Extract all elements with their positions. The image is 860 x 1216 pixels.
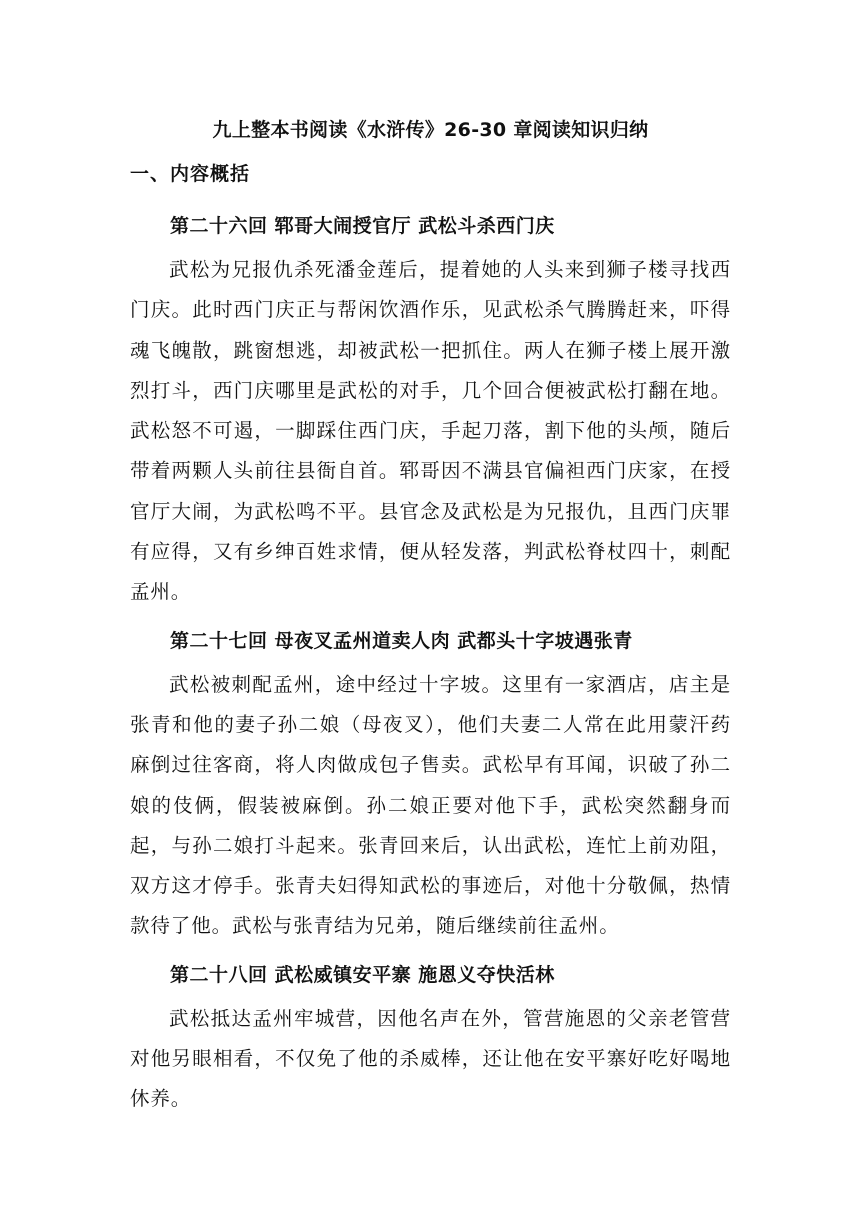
chapter-summary-28: 武松抵达孟州牢城营，因他名声在外，管营施恩的父亲老管营对他另眼相看，不仅免了他的杀威棒，还让他在安平寨好吃好喝地休养。 bbox=[130, 1006, 731, 1111]
chapter-summary-27: 武松被刺配孟州，途中经过十字坡。这里有一家酒店，店主是张青和他的妻子孙二娘（母夜叉），他们夫妻二人常在此用蒙汗药麻倒过往客商，将人肉做成包子售卖。武松早有耳闻，识破了孙二娘的伎俩，假装被麻倒。孙二娘正要对他下手，武松突然翻身而起，与孙二娘打斗起来。张青回来后，认出武松，连忙上前劝阻，双方这才停手。张青夫妇得知武松的事迹后，对他十分敬佩，热情款待了他。武松与张青结为兄弟，随后继续前往孟州。 bbox=[130, 672, 731, 938]
document-title: 九上整本书阅读《水浒传》26-30 章阅读知识归纳 bbox=[212, 119, 649, 141]
section-heading-content-summary: 一、内容概括 bbox=[130, 163, 251, 185]
chapter-title-26: 第二十六回 郓哥大闹授官厅 武松斗杀西门庆 bbox=[170, 215, 555, 237]
chapter-summary-26: 武松为兄报仇杀死潘金莲后，提着她的人头来到狮子楼寻找西门庆。此时西门庆正与帮闲饮酒作乐，见武松杀气腾腾赶来，吓得魂飞魄散，跳窗想逃，却被武松一把抓住。两人在狮子楼上展开激烈打斗，西门庆哪里是武松的对手，几个回合便被武松打翻在地。武松怒不可遏，一脚踩住西门庆，手起刀落，割下他的头颅，随后带着两颗人头前往县衙自首。郓哥因不满县官偏袒西门庆家，在授官厅大闹，为武松鸣不平。县官念及武松是为兄报仇，且西门庆罪有应得，又有乡绅百姓求情，便从轻发落，判武松脊杖四十，刺配孟州。 bbox=[130, 258, 731, 604]
chapter-26 bbox=[130, 204, 731, 613]
chapter-title-28: 第二十八回 武松威镇安平寨 施恩义夺快活林 bbox=[170, 963, 555, 986]
chapter-28 bbox=[130, 953, 731, 1120]
chapter-title-27: 第二十七回 母夜叉孟州道卖人肉 武都头十字坡遇张青 bbox=[170, 629, 633, 652]
chapter-27 bbox=[130, 619, 731, 947]
